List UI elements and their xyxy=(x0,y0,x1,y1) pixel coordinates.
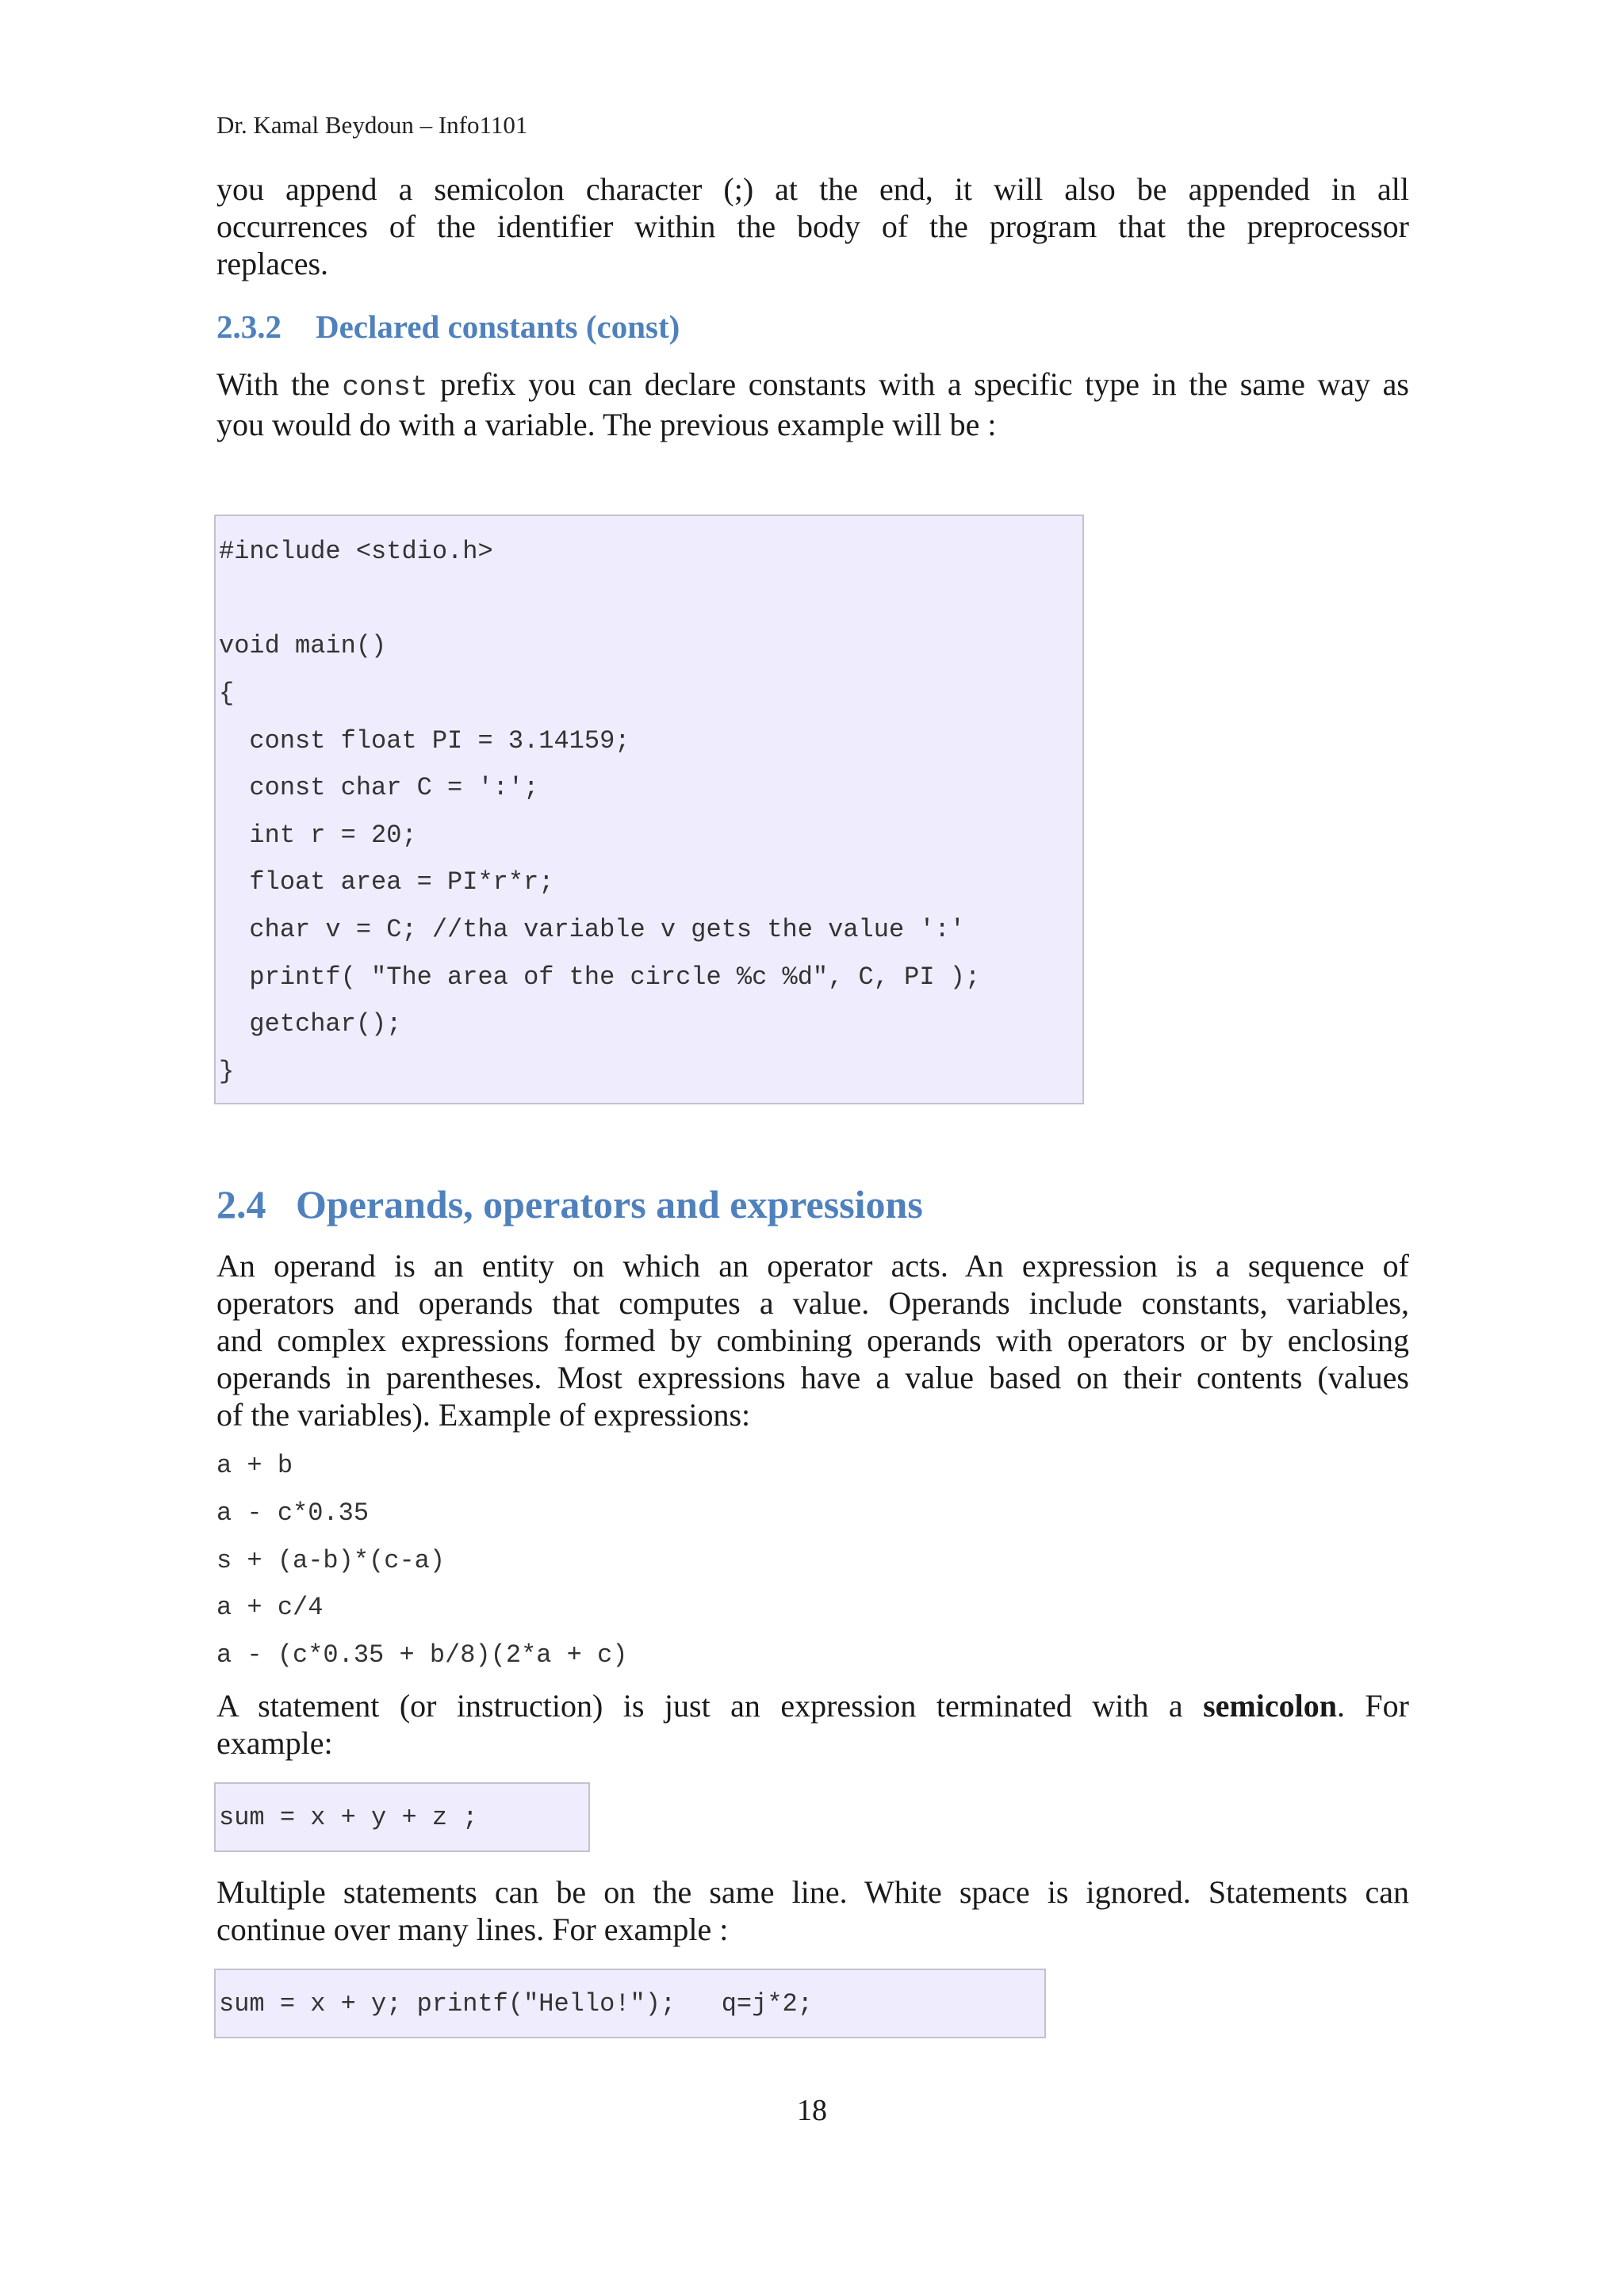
code-line: const float PI = 3.14159; xyxy=(219,726,630,756)
section-number: 2.3.2 xyxy=(216,308,282,345)
text-run: . For xyxy=(1336,1688,1409,1724)
operands-paragraph xyxy=(216,1247,1409,1433)
expression-line: a - c*0.35 xyxy=(216,1498,370,1528)
page-number: 18 xyxy=(797,2094,827,2127)
text-run: prefix you can declare constants with a specific type in the same way as xyxy=(427,366,1409,402)
code-line: char v = C; //tha variable v gets the value ':' xyxy=(219,915,965,944)
code-line: printf( "The area of the circle %c %d", C, PI ); xyxy=(219,962,981,992)
statement-line: example: xyxy=(216,1725,333,1761)
multi-statements-paragraph xyxy=(216,1873,1409,1948)
section-heading-2-4 xyxy=(216,1181,923,1227)
operands-line: of the variables). Example of expressions: xyxy=(216,1397,751,1433)
code-line: getchar(); xyxy=(219,1009,402,1039)
statement-paragraph xyxy=(216,1687,1409,1762)
code-line: sum = x + y; printf("Hello!"); q=j*2; xyxy=(219,1989,813,2019)
intro-line: occurrences of the identifier within the body of the program that the preprocessor xyxy=(216,209,1409,244)
text-run: A statement (or instruction) is just an expression terminated with a xyxy=(216,1688,1204,1724)
statement-line xyxy=(216,1687,1409,1724)
text-run: With the xyxy=(216,366,343,402)
section-heading-2-3-2 xyxy=(216,308,680,346)
code-block-multi xyxy=(214,1969,1046,2038)
code-block-main xyxy=(214,515,1084,1104)
code-line: } xyxy=(219,1057,235,1086)
expression-line: a + b xyxy=(216,1451,293,1480)
code-line: sum = x + y + z ; xyxy=(219,1803,478,1832)
const-paragraph xyxy=(216,365,1409,443)
section-title: Operands, operators and expressions xyxy=(296,1182,923,1226)
code-line: int r = 20; xyxy=(219,821,417,850)
expression-line: a - (c*0.35 + b/8)(2*a + c) xyxy=(216,1640,628,1670)
code-line: const char C = ':'; xyxy=(219,773,539,802)
code-line: { xyxy=(219,679,235,708)
section-title: Declared constants (const) xyxy=(316,308,680,345)
running-header: Dr. Kamal Beydoun – Info1101 xyxy=(216,111,528,139)
expression-line: a + c/4 xyxy=(216,1593,324,1622)
bold-term: semicolon xyxy=(1203,1688,1337,1724)
operands-line: and complex expressions formed by combining operands with operators or by enclosing xyxy=(216,1322,1409,1358)
operands-line: operands in parentheses. Most expressions have a value based on their contents (values xyxy=(216,1360,1409,1395)
section-number: 2.4 xyxy=(216,1182,266,1226)
code-line: void main() xyxy=(219,631,387,660)
code-line: #include <stdio.h> xyxy=(219,537,493,566)
code-block-sum xyxy=(214,1782,590,1852)
multi-line: Multiple statements can be on the same line. White space is ignored. Statements can xyxy=(216,1874,1409,1910)
multi-line: continue over many lines. For example : xyxy=(216,1911,729,1947)
operands-line: An operand is an entity on which an operator acts. An expression is a sequence of xyxy=(216,1248,1409,1284)
intro-line: replaces. xyxy=(216,246,329,281)
const-line: you would do with a variable. The previous example will be : xyxy=(216,407,997,442)
operands-line: operators and operands that computes a value. Operands include constants, variables, xyxy=(216,1285,1409,1321)
intro-paragraph xyxy=(216,170,1409,282)
const-line xyxy=(216,365,1409,406)
code-line: float area = PI*r*r; xyxy=(219,867,554,897)
expression-line: s + (a-b)*(c-a) xyxy=(216,1546,446,1575)
inline-code: const xyxy=(342,371,428,404)
intro-line: you append a semicolon character (;) at the end, it will also be appended in all xyxy=(216,171,1409,207)
